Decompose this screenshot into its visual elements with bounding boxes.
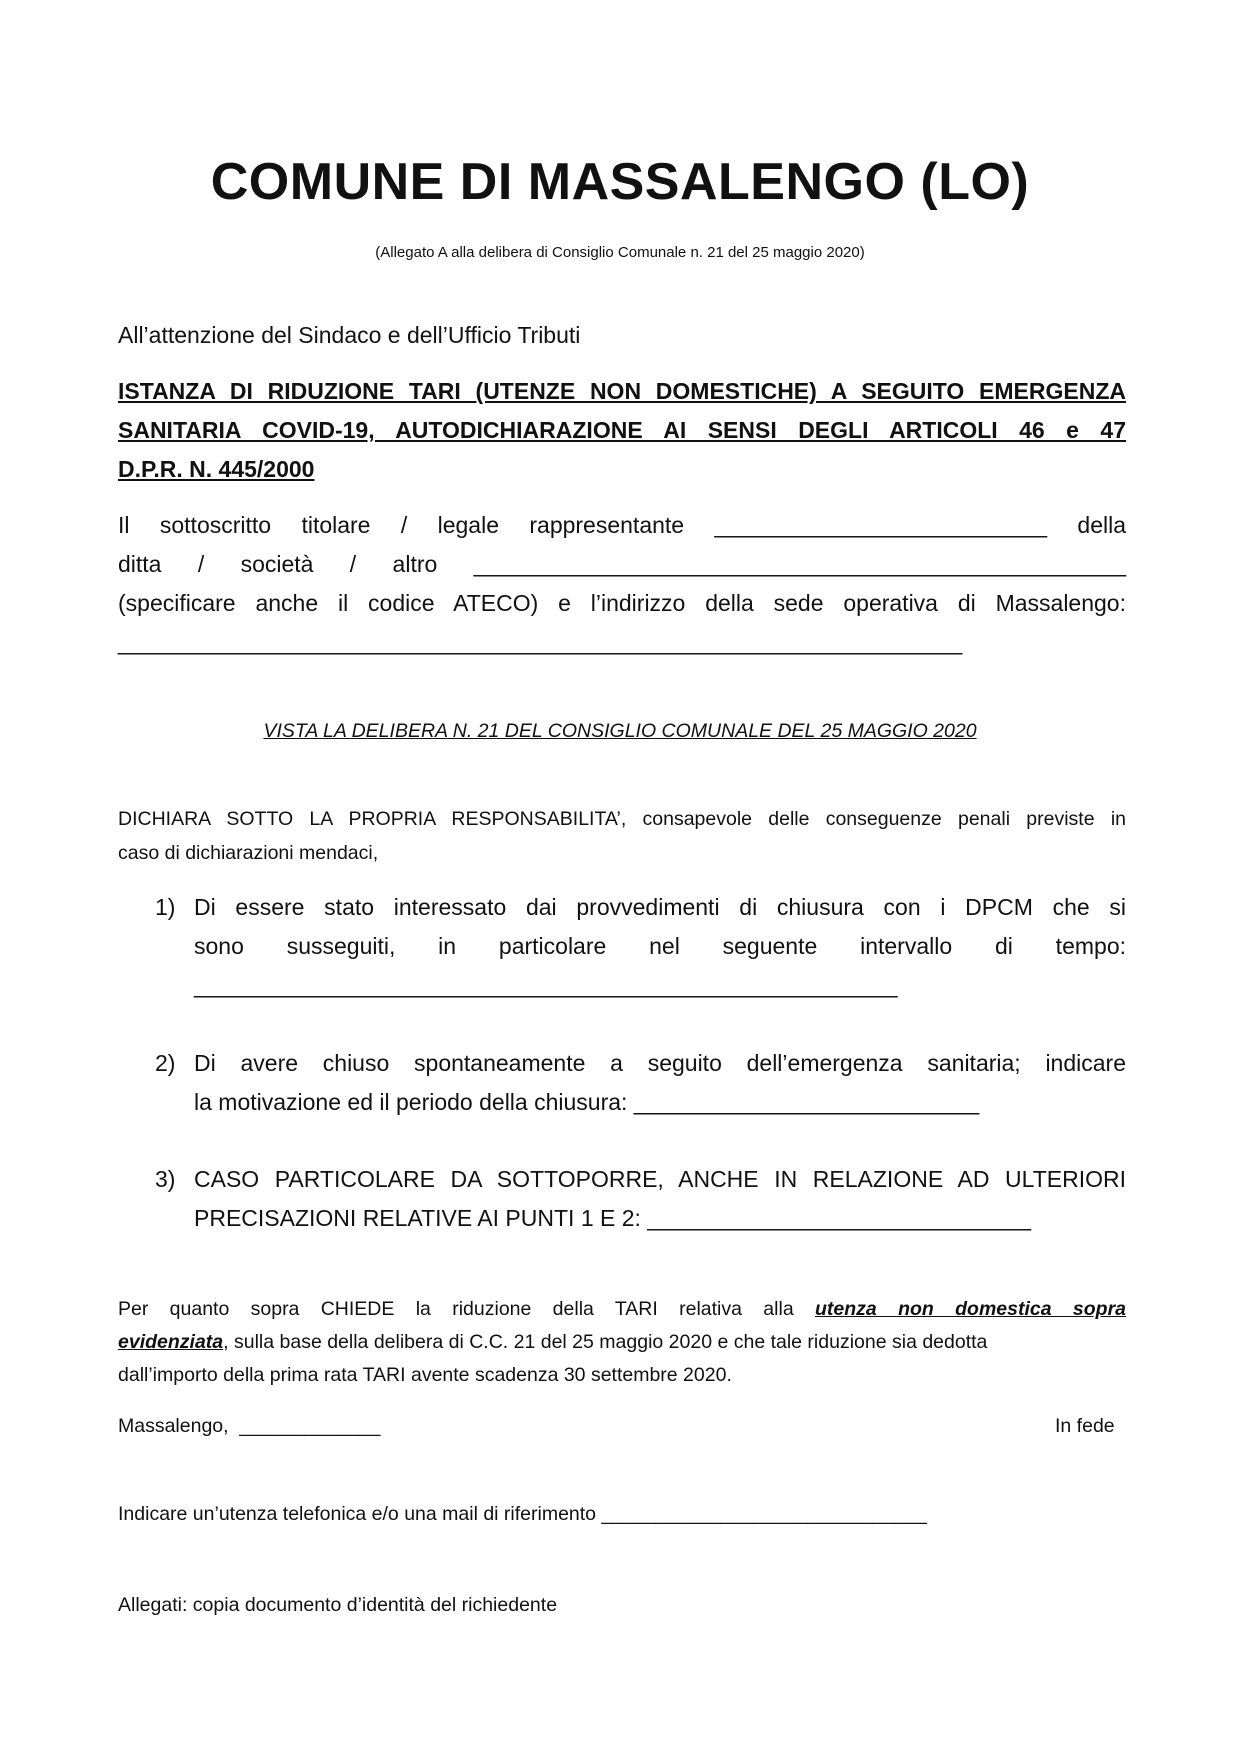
chiede-line-3: dall’importo della prima rata TARI avente scadenza 30 settembre 2020. [118,1364,732,1386]
item-1-line-2: sono susseguiti, in particolare nel seguente intervallo di tempo: [194,933,1126,959]
declarant-line-3: (specificare anche il codice ATECO) e l’indirizzo della sede operativa di Massalengo: [118,590,1126,616]
item-2-number: 2) [155,1050,176,1076]
vista-heading: VISTA LA DELIBERA N. 21 DEL CONSIGLIO COMUNALE DEL 25 MAGGIO 2020 [263,720,977,742]
dichiara-line-1: DICHIARA SOTTO LA PROPRIA RESPONSABILITA’, consapevole delle conseguenze penali previste in [118,808,1126,830]
chiede-emphasis-2: evidenziata [118,1331,224,1353]
chiede-text: Per quanto sopra CHIEDE la riduzione della TARI relativa alla [118,1298,794,1320]
item-2-line-1: Di avere chiuso spontaneamente a seguito dell’emergenza sanitaria; indicare [194,1050,1126,1076]
istanza-line-1: ISTANZA DI RIDUZIONE TARI (UTENZE NON DOMESTICHE) A SEGUITO EMERGENZA [118,378,1126,404]
item-3-number: 3) [155,1166,176,1192]
chiede-text-2: , sulla base della delibera di C.C. 21 del 25 maggio 2020 e che tale riduzione sia dedotta [223,1331,988,1353]
contact-line: Indicare un’utenza telefonica e/o una mail di riferimento ______________________________ [118,1503,927,1525]
istanza-line-3: D.P.R. N. 445/2000 [118,456,315,482]
declarant-line-1: Il sottoscritto titolare / legale rappresentante __________________________ della [118,512,1126,538]
item-1-line-3: _______________________________________________________ [194,972,898,998]
declarant-line-4: __________________________________________________________________ [118,629,963,655]
istanza-line-2: SANITARIA COVID-19, AUTODICHIARAZIONE AI SENSI DEGLI ARTICOLI 46 e 47 [118,417,1126,443]
chiede-emphasis: utenza non domestica sopra [815,1298,1127,1320]
attention-line: All’attenzione del Sindaco e dell’Ufficio Tributi [118,322,581,348]
item-1-number: 1) [155,894,176,920]
signature-in-fede: In fede [1055,1415,1115,1437]
item-2-line-2: la motivazione ed il periodo della chiusura: ___________________________ [194,1089,980,1115]
item-3-line-2: PRECISAZIONI RELATIVE AI PUNTI 1 E 2: ______________________________ [194,1205,1032,1231]
chiede-line-2 [118,1331,987,1354]
item-3-line-1: CASO PARTICOLARE DA SOTTOPORRE, ANCHE IN RELAZIONE AD ULTERIORI [194,1166,1126,1192]
page-title: COMUNE DI MASSALENGO (LO) [210,153,1030,211]
allegati-line: Allegati: copia documento d’identità del richiedente [118,1594,558,1616]
page-subtitle: (Allegato A alla delibera di Consiglio Comunale n. 21 del 25 maggio 2020) [375,244,865,261]
declarant-line-2: ditta / società / altro ___________________________________________________ [118,551,1126,577]
item-1-line-1: Di essere stato interessato dai provvedimenti di chiusura con i DPCM che si [194,894,1126,920]
dichiara-line-2: caso di dichiarazioni mendaci, [118,842,379,864]
signature-place-date: Massalengo, _____________ [118,1415,381,1437]
chiede-line-1 [118,1298,1126,1321]
